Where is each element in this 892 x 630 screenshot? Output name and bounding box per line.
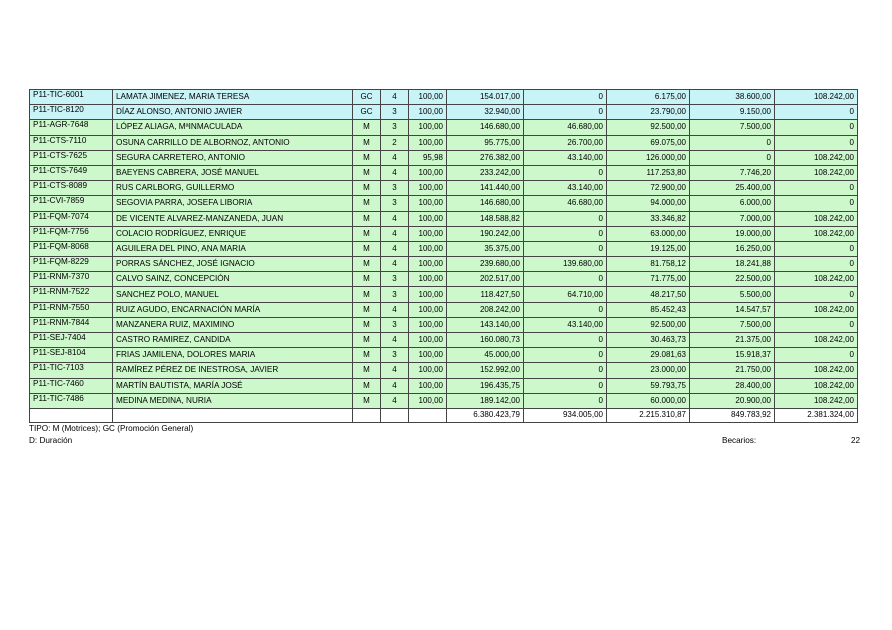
table-row (30, 105, 858, 120)
duration-cell: 2 (381, 135, 409, 150)
tipo-cell: M (353, 333, 381, 348)
amount-col5-cell: 0 (775, 257, 858, 272)
amount-col4-cell: 38.600,00 (690, 90, 775, 105)
project-code: P11-FQM-7074 (30, 211, 113, 226)
amount-col2-cell: 64.710,00 (524, 287, 607, 302)
project-code: P11-TIC-8120 (30, 105, 113, 120)
amount-total-cell: 152.992,00 (447, 363, 524, 378)
project-code: P11-AGR-7648 (30, 120, 113, 135)
amount-col2-cell: 46.680,00 (524, 196, 607, 211)
researcher-name: AGUILERA DEL PINO, ANA MARIA (113, 241, 353, 256)
tipo-cell: M (353, 302, 381, 317)
amount-col5-cell: 108.242,00 (775, 150, 858, 165)
duration-cell: 4 (381, 150, 409, 165)
researcher-name: SANCHEZ POLO, MANUEL (113, 287, 353, 302)
table-row (30, 165, 858, 180)
amount-col3-cell: 48.217,50 (607, 287, 690, 302)
totals-blank (353, 408, 381, 422)
amount-col5-cell: 108.242,00 (775, 378, 858, 393)
amount-col5-cell: 108.242,00 (775, 363, 858, 378)
project-code: P11-CVI-7859 (30, 196, 113, 211)
amount-col5-cell: 0 (775, 135, 858, 150)
duration-cell: 3 (381, 287, 409, 302)
percentage-cell: 100,00 (409, 211, 447, 226)
amount-col2-cell: 0 (524, 363, 607, 378)
table-row (30, 90, 858, 105)
tipo-cell: M (353, 348, 381, 363)
percentage-cell: 100,00 (409, 393, 447, 408)
amount-col4-cell: 7.746,20 (690, 165, 775, 180)
amount-total-cell: 196.435,75 (447, 378, 524, 393)
amount-col3-cell: 6.175,00 (607, 90, 690, 105)
percentage-cell: 100,00 (409, 181, 447, 196)
percentage-cell: 100,00 (409, 135, 447, 150)
amount-col2-cell: 46.680,00 (524, 120, 607, 135)
amount-total-cell: 45.000,00 (447, 348, 524, 363)
project-code: P11-CTS-7110 (30, 135, 113, 150)
amount-total-cell: 118.427,50 (447, 287, 524, 302)
totals-blank (30, 408, 113, 422)
project-code: P11-SEJ-7404 (30, 333, 113, 348)
table-row (30, 196, 858, 211)
table-row (30, 317, 858, 332)
amount-col5-cell: 0 (775, 317, 858, 332)
tipo-cell: M (353, 241, 381, 256)
project-code: P11-CTS-8089 (30, 181, 113, 196)
amount-total-cell: 189.142,00 (447, 393, 524, 408)
amount-total-cell: 146.680,00 (447, 196, 524, 211)
totals-blank (381, 408, 409, 422)
project-code: P11-FQM-8229 (30, 257, 113, 272)
percentage-cell: 100,00 (409, 363, 447, 378)
amount-col4-cell: 0 (690, 150, 775, 165)
percentage-cell: 100,00 (409, 348, 447, 363)
amount-col5-cell: 0 (775, 287, 858, 302)
amount-col5-cell: 0 (775, 181, 858, 196)
amount-total-cell: 154.017,00 (447, 90, 524, 105)
amount-col2-cell: 43.140,00 (524, 317, 607, 332)
table-row (30, 135, 858, 150)
amount-col3-cell: 23.790,00 (607, 105, 690, 120)
amount-col3-cell: 19.125,00 (607, 241, 690, 256)
project-code: P11-TIC-7486 (30, 393, 113, 408)
tipo-cell: M (353, 120, 381, 135)
amount-col4-cell: 7.000,00 (690, 211, 775, 226)
table-row (30, 120, 858, 135)
amount-col5-cell: 0 (775, 348, 858, 363)
amount-col3-cell: 29.081,63 (607, 348, 690, 363)
project-code: P11-CTS-7625 (30, 150, 113, 165)
tipo-cell: M (353, 226, 381, 241)
duration-cell: 3 (381, 272, 409, 287)
amount-total-cell: 143.140,00 (447, 317, 524, 332)
tipo-cell: M (353, 287, 381, 302)
amount-total-cell: 35.375,00 (447, 241, 524, 256)
totals-blank (113, 408, 353, 422)
amount-total-cell: 141.440,00 (447, 181, 524, 196)
tipo-cell: M (353, 257, 381, 272)
amount-col2-cell: 0 (524, 302, 607, 317)
project-code: P11-TIC-7103 (30, 363, 113, 378)
amount-col2-cell: 0 (524, 348, 607, 363)
amount-col3-cell: 30.463,73 (607, 333, 690, 348)
researcher-name: DE VICENTE ALVAREZ-MANZANEDA, JUAN (113, 211, 353, 226)
amount-col2-cell: 43.140,00 (524, 150, 607, 165)
amount-total-cell: 202.517,00 (447, 272, 524, 287)
amount-col3-cell: 85.452,43 (607, 302, 690, 317)
amount-col5-cell: 108.242,00 (775, 165, 858, 180)
amount-col2-cell: 0 (524, 226, 607, 241)
duration-cell: 3 (381, 120, 409, 135)
amount-col4-cell: 18.241,88 (690, 257, 775, 272)
tipo-cell: M (353, 181, 381, 196)
researcher-name: RAMÍREZ PÉREZ DE INESTROSA, JAVIER (113, 363, 353, 378)
amount-col5-cell: 108.242,00 (775, 302, 858, 317)
tipo-cell: GC (353, 90, 381, 105)
amount-col3-cell: 92.500,00 (607, 317, 690, 332)
amount-col5-cell: 108.242,00 (775, 333, 858, 348)
amount-col2-cell: 0 (524, 393, 607, 408)
amount-col4-cell: 5.500,00 (690, 287, 775, 302)
researcher-name: BAEYENS CABRERA, JOSÉ MANUEL (113, 165, 353, 180)
duration-legend: D: Duración (29, 436, 73, 445)
duration-cell: 4 (381, 226, 409, 241)
tipo-cell: M (353, 378, 381, 393)
amount-col3-cell: 94.000,00 (607, 196, 690, 211)
amount-col3-cell: 33.346,82 (607, 211, 690, 226)
table-row (30, 302, 858, 317)
amount-col3-cell: 81.758,12 (607, 257, 690, 272)
duration-cell: 4 (381, 363, 409, 378)
percentage-cell: 100,00 (409, 241, 447, 256)
total-v3: 2.215.310,87 (607, 408, 690, 422)
amount-col2-cell: 0 (524, 105, 607, 120)
tipo-cell: M (353, 165, 381, 180)
researcher-name: MARTÍN BAUTISTA, MARÍA JOSÉ (113, 378, 353, 393)
project-code: P11-RNM-7550 (30, 302, 113, 317)
amount-col4-cell: 9.150,00 (690, 105, 775, 120)
tipo-cell: M (353, 272, 381, 287)
project-code: P11-TIC-7460 (30, 378, 113, 393)
tipo-cell: M (353, 317, 381, 332)
duration-cell: 3 (381, 348, 409, 363)
amount-total-cell: 95.775,00 (447, 135, 524, 150)
amount-col5-cell: 0 (775, 120, 858, 135)
project-code: P11-RNM-7370 (30, 272, 113, 287)
amount-col3-cell: 117.253,80 (607, 165, 690, 180)
amount-col4-cell: 0 (690, 135, 775, 150)
duration-cell: 3 (381, 105, 409, 120)
percentage-cell: 100,00 (409, 317, 447, 332)
percentage-cell: 100,00 (409, 287, 447, 302)
duration-cell: 4 (381, 90, 409, 105)
amount-total-cell: 190.242,00 (447, 226, 524, 241)
percentage-cell: 100,00 (409, 302, 447, 317)
duration-cell: 4 (381, 302, 409, 317)
project-code: P11-TIC-6001 (30, 90, 113, 105)
table-row (30, 257, 858, 272)
totals-row (30, 408, 858, 422)
project-code: P11-FQM-8068 (30, 241, 113, 256)
amount-col4-cell: 15.918,37 (690, 348, 775, 363)
researcher-name: DÍAZ ALONSO, ANTONIO JAVIER (113, 105, 353, 120)
percentage-cell: 100,00 (409, 105, 447, 120)
amount-col4-cell: 6.000,00 (690, 196, 775, 211)
table-row (30, 363, 858, 378)
tipo-cell: M (353, 150, 381, 165)
amount-col4-cell: 28.400,00 (690, 378, 775, 393)
amount-total-cell: 233.242,00 (447, 165, 524, 180)
percentage-cell: 100,00 (409, 90, 447, 105)
amount-col5-cell: 108.242,00 (775, 90, 858, 105)
researcher-name: SEGURA CARRETERO, ANTONIO (113, 150, 353, 165)
amount-total-cell: 276.382,00 (447, 150, 524, 165)
table-row (30, 272, 858, 287)
amount-col4-cell: 19.000,00 (690, 226, 775, 241)
amount-col2-cell: 0 (524, 378, 607, 393)
project-code: P11-SEJ-8104 (30, 348, 113, 363)
percentage-cell: 100,00 (409, 196, 447, 211)
tipo-cell: GC (353, 105, 381, 120)
amount-total-cell: 239.680,00 (447, 257, 524, 272)
duration-cell: 4 (381, 333, 409, 348)
duration-cell: 4 (381, 378, 409, 393)
tipo-cell: M (353, 135, 381, 150)
amount-col3-cell: 92.500,00 (607, 120, 690, 135)
amount-col4-cell: 21.750,00 (690, 363, 775, 378)
researcher-name: RUS CARLBORG, GUILLERMO (113, 181, 353, 196)
duration-cell: 3 (381, 196, 409, 211)
amount-total-cell: 32.940,00 (447, 105, 524, 120)
amount-col5-cell: 108.242,00 (775, 393, 858, 408)
researcher-name: FRIAS JAMILENA, DOLORES MARIA (113, 348, 353, 363)
amount-col4-cell: 22.500,00 (690, 272, 775, 287)
total-v2: 934.005,00 (524, 408, 607, 422)
tipo-legend: TIPO: M (Motrices); GC (Promoción General) (29, 424, 194, 433)
percentage-cell: 100,00 (409, 257, 447, 272)
grants-table (29, 89, 858, 423)
amount-col3-cell: 60.000,00 (607, 393, 690, 408)
project-code: P11-FQM-7756 (30, 226, 113, 241)
totals-blank (409, 408, 447, 422)
table-row (30, 226, 858, 241)
researcher-name: OSUNA CARRILLO DE ALBORNOZ, ANTONIO (113, 135, 353, 150)
table-row (30, 333, 858, 348)
tipo-cell: M (353, 363, 381, 378)
amount-total-cell: 160.080,73 (447, 333, 524, 348)
researcher-name: MANZANERA RUIZ, MAXIMINO (113, 317, 353, 332)
project-code: P11-CTS-7649 (30, 165, 113, 180)
researcher-name: LÓPEZ ALIAGA, MªINMACULADA (113, 120, 353, 135)
project-code: P11-RNM-7844 (30, 317, 113, 332)
amount-col4-cell: 7.500,00 (690, 317, 775, 332)
duration-cell: 3 (381, 181, 409, 196)
amount-col5-cell: 108.242,00 (775, 211, 858, 226)
amount-col2-cell: 26.700,00 (524, 135, 607, 150)
percentage-cell: 100,00 (409, 333, 447, 348)
researcher-name: LAMATA JIMENEZ, MARIA TERESA (113, 90, 353, 105)
researcher-name: PORRAS SÁNCHEZ, JOSÉ IGNACIO (113, 257, 353, 272)
becarios-count: 22 (851, 436, 861, 445)
researcher-name: SEGOVIA PARRA, JOSEFA LIBORIA (113, 196, 353, 211)
table-row (30, 378, 858, 393)
tipo-cell: M (353, 211, 381, 226)
researcher-name: RUIZ AGUDO, ENCARNACIÓN MARÍA (113, 302, 353, 317)
table-row (30, 211, 858, 226)
amount-col2-cell: 139.680,00 (524, 257, 607, 272)
amount-col3-cell: 71.775,00 (607, 272, 690, 287)
researcher-name: COLACIO RODRÍGUEZ, ENRIQUE (113, 226, 353, 241)
amount-col2-cell: 0 (524, 90, 607, 105)
amount-col4-cell: 14.547,57 (690, 302, 775, 317)
percentage-cell: 100,00 (409, 120, 447, 135)
amount-col5-cell: 0 (775, 196, 858, 211)
amount-col2-cell: 0 (524, 241, 607, 256)
table-row (30, 150, 858, 165)
table-row (30, 393, 858, 408)
amount-col5-cell: 108.242,00 (775, 226, 858, 241)
duration-cell: 3 (381, 317, 409, 332)
duration-cell: 4 (381, 211, 409, 226)
duration-cell: 4 (381, 257, 409, 272)
amount-total-cell: 146.680,00 (447, 120, 524, 135)
amount-col3-cell: 59.793,75 (607, 378, 690, 393)
duration-cell: 4 (381, 165, 409, 180)
percentage-cell: 100,00 (409, 378, 447, 393)
amount-col3-cell: 69.075,00 (607, 135, 690, 150)
tipo-cell: M (353, 393, 381, 408)
researcher-name: CALVO SAINZ, CONCEPCIÓN (113, 272, 353, 287)
table-row (30, 348, 858, 363)
amount-col3-cell: 23.000,00 (607, 363, 690, 378)
table-row (30, 287, 858, 302)
percentage-cell: 100,00 (409, 272, 447, 287)
project-code: P11-RNM-7522 (30, 287, 113, 302)
duration-cell: 4 (381, 393, 409, 408)
amount-col4-cell: 16.250,00 (690, 241, 775, 256)
amount-col4-cell: 21.375,00 (690, 333, 775, 348)
amount-col5-cell: 0 (775, 105, 858, 120)
amount-total-cell: 148.588,82 (447, 211, 524, 226)
amount-col3-cell: 63.000,00 (607, 226, 690, 241)
total-v4: 849.783,92 (690, 408, 775, 422)
researcher-name: CASTRO RAMIREZ, CANDIDA (113, 333, 353, 348)
tipo-cell: M (353, 196, 381, 211)
table-row (30, 241, 858, 256)
amount-col4-cell: 7.500,00 (690, 120, 775, 135)
total-v1: 6.380.423,79 (447, 408, 524, 422)
percentage-cell: 100,00 (409, 165, 447, 180)
amount-col2-cell: 0 (524, 333, 607, 348)
amount-col4-cell: 25.400,00 (690, 181, 775, 196)
researcher-name: MEDINA MEDINA, NURIA (113, 393, 353, 408)
amount-col4-cell: 20.900,00 (690, 393, 775, 408)
amount-total-cell: 208.242,00 (447, 302, 524, 317)
amount-col3-cell: 72.900,00 (607, 181, 690, 196)
table-row (30, 181, 858, 196)
percentage-cell: 95,98 (409, 150, 447, 165)
total-v5: 2.381.324,00 (775, 408, 858, 422)
becarios-label: Becarios: (722, 436, 757, 445)
duration-cell: 4 (381, 241, 409, 256)
amount-col3-cell: 126.000,00 (607, 150, 690, 165)
amount-col2-cell: 43.140,00 (524, 181, 607, 196)
amount-col2-cell: 0 (524, 211, 607, 226)
amount-col5-cell: 0 (775, 241, 858, 256)
percentage-cell: 100,00 (409, 226, 447, 241)
amount-col2-cell: 0 (524, 165, 607, 180)
amount-col5-cell: 108.242,00 (775, 272, 858, 287)
amount-col2-cell: 0 (524, 272, 607, 287)
